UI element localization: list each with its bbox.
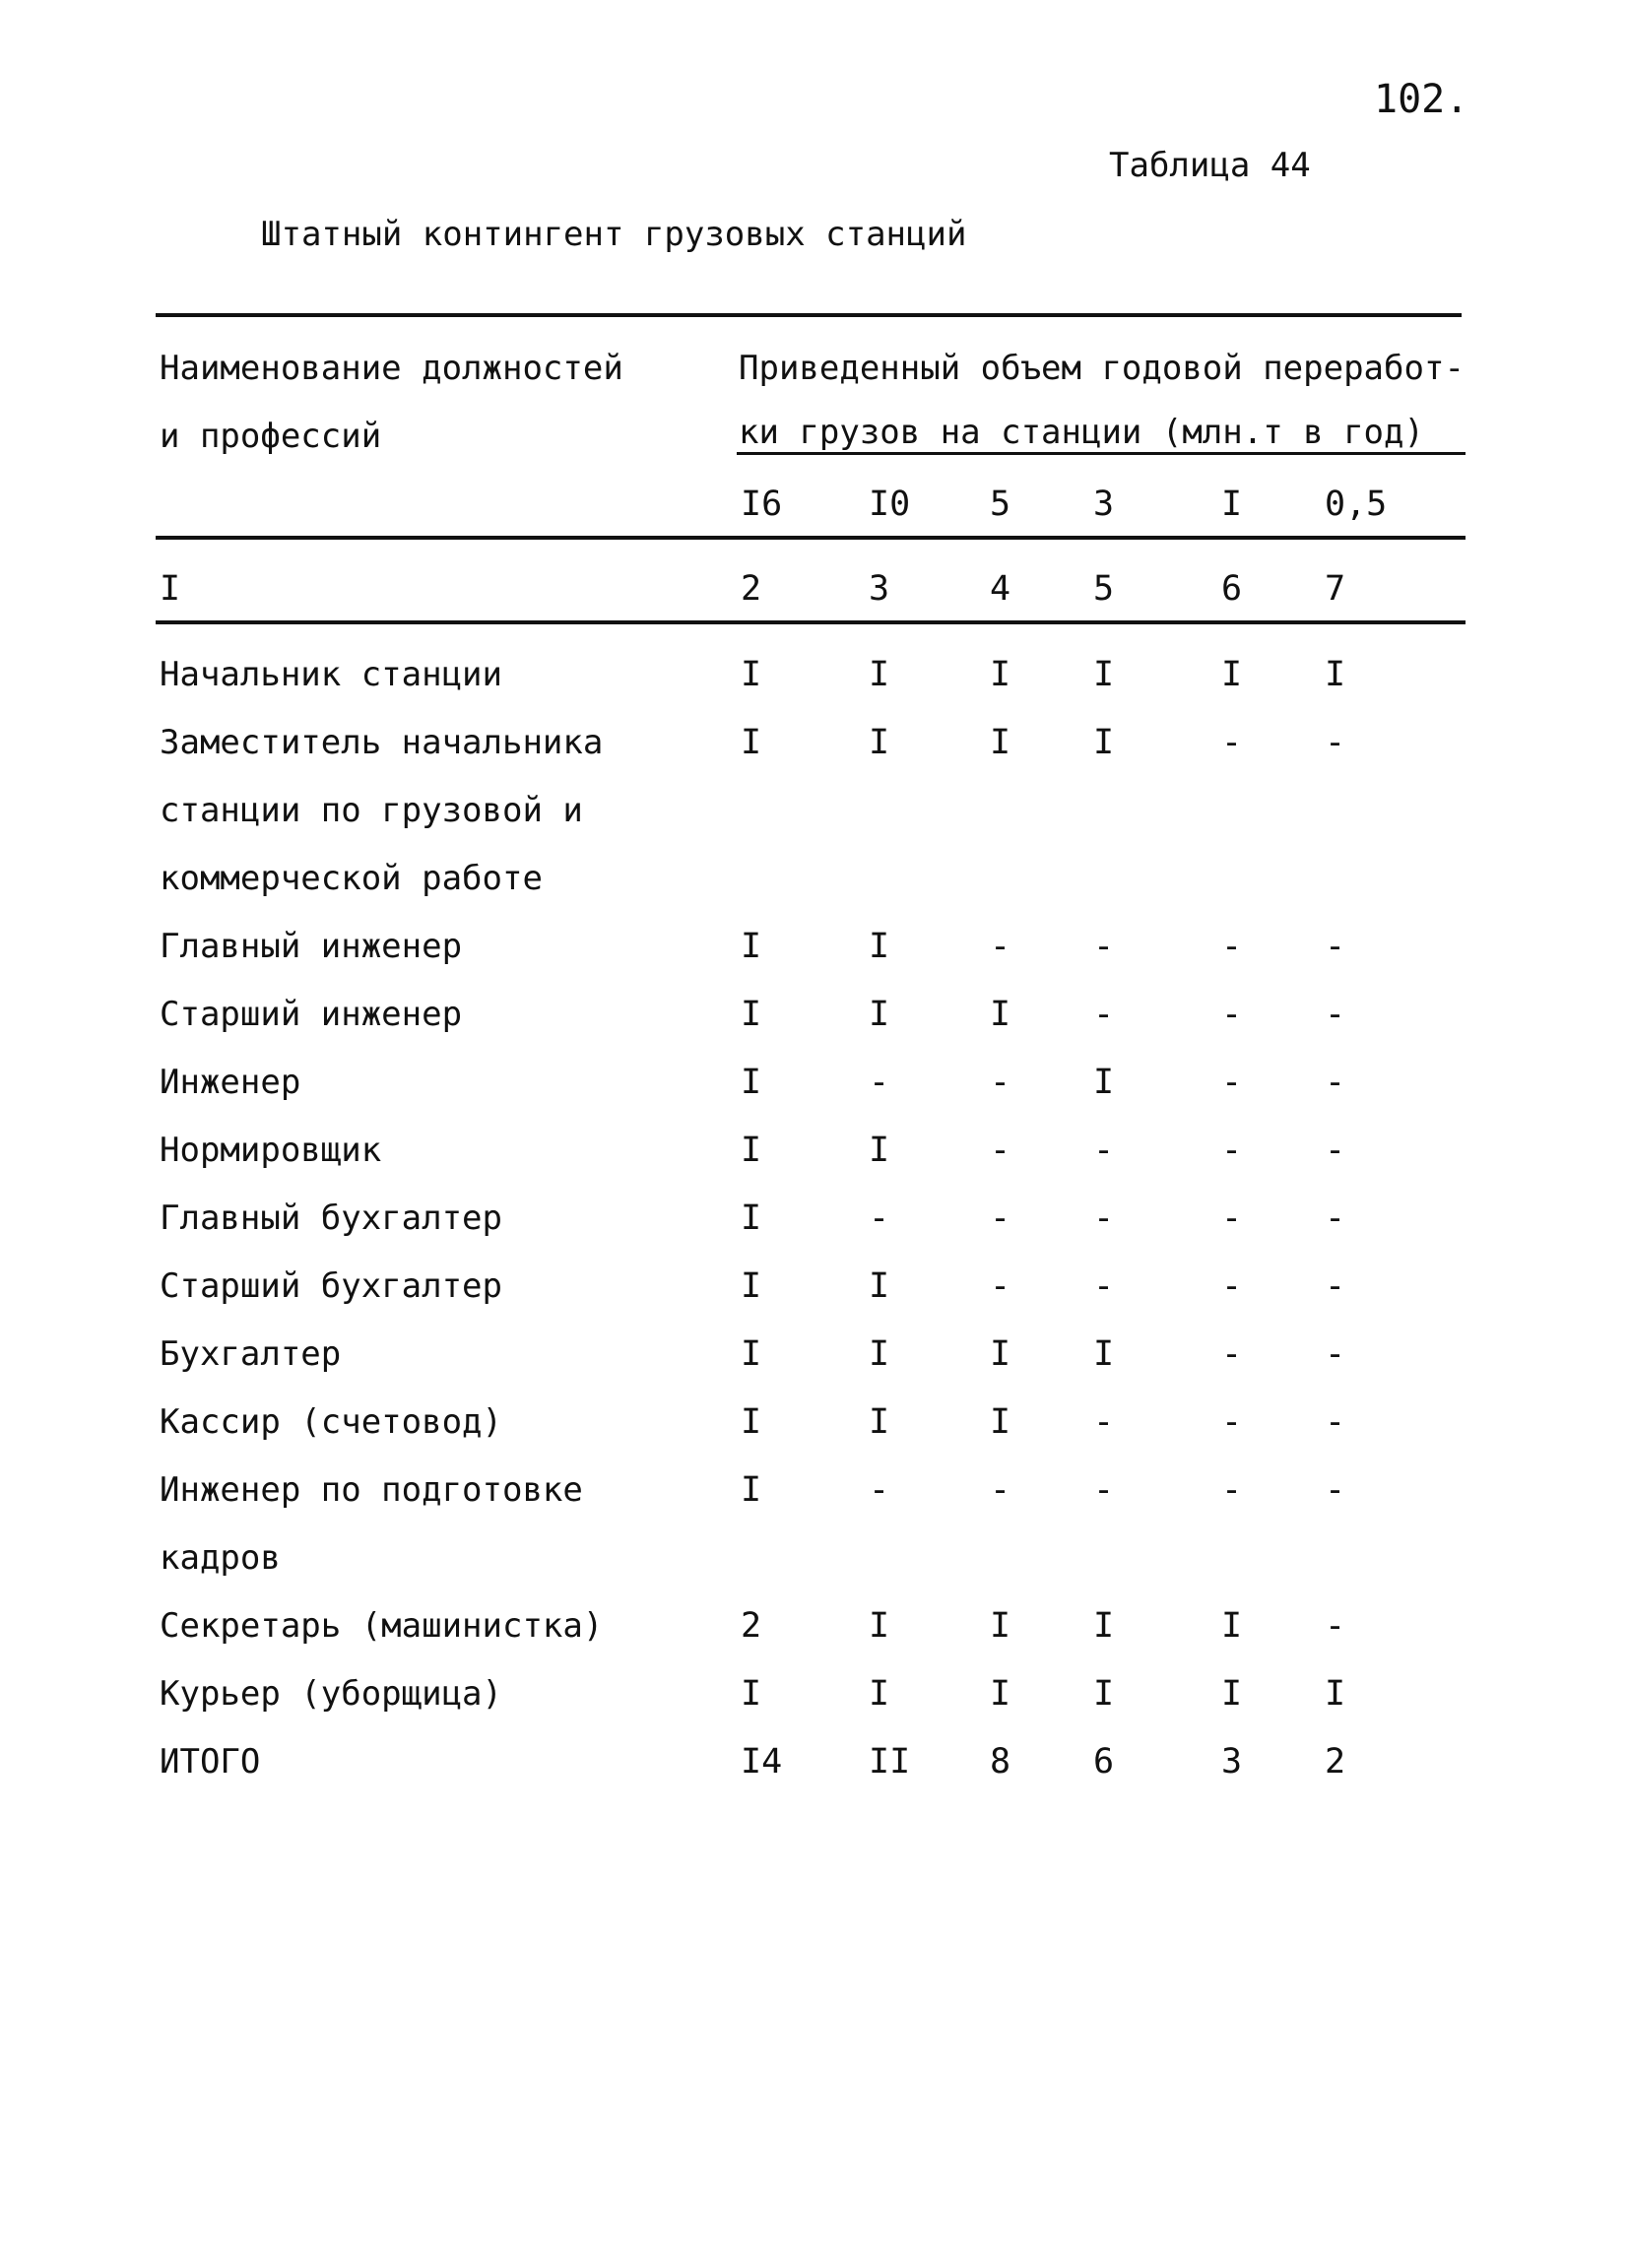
staff-count: - [1221,1131,1243,1170]
total-value: I4 [741,1742,783,1782]
staff-count: I [741,1402,762,1442]
staff-count: I [1093,1063,1115,1102]
staff-count: - [1093,1266,1115,1306]
staff-count: I [869,723,890,762]
staff-count: I [1093,655,1115,694]
staff-count: I [869,1606,890,1646]
header-name-col-line1: Наименование должностей [160,349,623,388]
staff-count: I [741,995,762,1034]
staff-count: - [990,1063,1011,1102]
staff-count: - [869,1470,890,1510]
staff-count: - [1093,1470,1115,1510]
staff-count: - [869,1199,890,1238]
staff-count: - [1325,1334,1346,1374]
staff-count: I [1093,723,1115,762]
total-value: 2 [1325,1742,1346,1782]
staff-count: I [1221,655,1243,694]
position-name: Старший инженер [160,995,463,1034]
staff-count: I [990,723,1011,762]
staff-count: I [869,1131,890,1170]
staff-count: - [1325,1402,1346,1442]
staff-count: - [1093,1199,1115,1238]
staff-count: - [1325,927,1346,966]
staff-count: 2 [741,1606,762,1646]
staff-count: - [990,927,1011,966]
column-number: 7 [1325,569,1346,609]
staff-count: I [1093,1606,1115,1646]
staff-count: I [869,1674,890,1714]
staff-count: - [990,1199,1011,1238]
volume-value: 3 [1093,485,1115,524]
staff-count: I [869,927,890,966]
position-name: Старший бухгалтер [160,1266,502,1306]
staff-count: I [741,1131,762,1170]
total-value: 8 [990,1742,1011,1782]
table-label: Таблица 44 [1109,146,1311,185]
staff-count: I [1093,1674,1115,1714]
staff-count: - [1325,1470,1346,1510]
staff-count: - [1325,995,1346,1034]
staff-count: I [1221,1606,1243,1646]
staff-count: I [1221,1674,1243,1714]
staff-count: I [990,1334,1011,1374]
staff-count: - [1093,995,1115,1034]
position-name: Заместитель начальника [160,723,604,762]
position-name: Курьер (уборщица) [160,1674,502,1714]
staff-count: - [1325,1131,1346,1170]
staff-count: - [1221,1063,1243,1102]
staff-count: - [1325,1266,1346,1306]
column-number: I [160,569,181,609]
position-name: коммерческой работе [160,859,543,898]
staff-count: I [869,1334,890,1374]
staff-count: - [1221,1470,1243,1510]
position-name: Начальник станции [160,655,502,694]
staff-count: I [741,1674,762,1714]
staff-count: I [741,655,762,694]
staff-count: I [990,1674,1011,1714]
staff-count: - [1325,1606,1346,1646]
column-number: 6 [1221,569,1243,609]
staff-count: I [741,1199,762,1238]
header-volume-line2: ки грузов на станции (млн.т в год) [739,413,1424,452]
total-label: ИТОГО [160,1742,261,1782]
staff-count: - [1221,995,1243,1034]
page-number: 102. [1374,77,1469,122]
header-volume-line1: Приведенный объем годовой переработ- [739,349,1465,388]
staff-count: - [1221,1334,1243,1374]
total-value: 6 [1093,1742,1115,1782]
staff-count: - [990,1131,1011,1170]
staff-count: I [741,927,762,966]
volume-value: I [1221,485,1243,524]
staff-count: - [1093,1402,1115,1442]
header-volume-underline [737,452,1466,455]
staff-count: - [1221,1266,1243,1306]
staff-count: - [1221,723,1243,762]
position-name: кадров [160,1538,281,1578]
volume-value: 5 [990,485,1011,524]
column-number: 2 [741,569,762,609]
staff-count: - [990,1470,1011,1510]
staff-count: I [1325,655,1346,694]
position-name: Секретарь (машинистка) [160,1606,604,1646]
staff-count: I [990,995,1011,1034]
staff-count: - [1093,1131,1115,1170]
table-bottom-rule [156,620,1466,624]
column-number: 5 [1093,569,1115,609]
column-number: 3 [869,569,890,609]
position-name: станции по грузовой и [160,791,583,830]
table-top-rule [156,313,1462,317]
staff-count: - [1325,1199,1346,1238]
position-name: Кассир (счетовод) [160,1402,502,1442]
staff-count: I [741,1063,762,1102]
staff-count: I [990,1402,1011,1442]
staff-count: I [990,655,1011,694]
staff-count: I [869,655,890,694]
staff-count: I [869,995,890,1034]
volume-value: 0,5 [1325,485,1388,524]
total-value: 3 [1221,1742,1243,1782]
staff-count: - [1325,723,1346,762]
column-number: 4 [990,569,1011,609]
position-name: Нормировщик [160,1131,382,1170]
position-name: Главный бухгалтер [160,1199,502,1238]
position-name: Бухгалтер [160,1334,342,1374]
staff-count: - [1093,927,1115,966]
total-value: II [869,1742,911,1782]
staff-count: I [741,1334,762,1374]
table-mid-rule [156,536,1466,540]
staff-count: - [1221,927,1243,966]
staff-count: - [990,1266,1011,1306]
staff-count: I [869,1402,890,1442]
position-name: Главный инженер [160,927,463,966]
staff-count: - [869,1063,890,1102]
staff-count: I [1093,1334,1115,1374]
position-name: Инженер [160,1063,301,1102]
staff-count: I [869,1266,890,1306]
staff-count: I [1325,1674,1346,1714]
staff-count: I [741,1470,762,1510]
staff-count: I [741,723,762,762]
staff-count: I [741,1266,762,1306]
staff-count: - [1221,1402,1243,1442]
header-name-col-line2: и профессий [160,417,382,456]
staff-count: - [1325,1063,1346,1102]
volume-value: I6 [741,485,783,524]
position-name: Инженер по подготовке [160,1470,583,1510]
document-title: Штатный контингент грузовых станций [261,215,967,254]
volume-value: I0 [869,485,911,524]
staff-count: I [990,1606,1011,1646]
staff-count: - [1221,1199,1243,1238]
